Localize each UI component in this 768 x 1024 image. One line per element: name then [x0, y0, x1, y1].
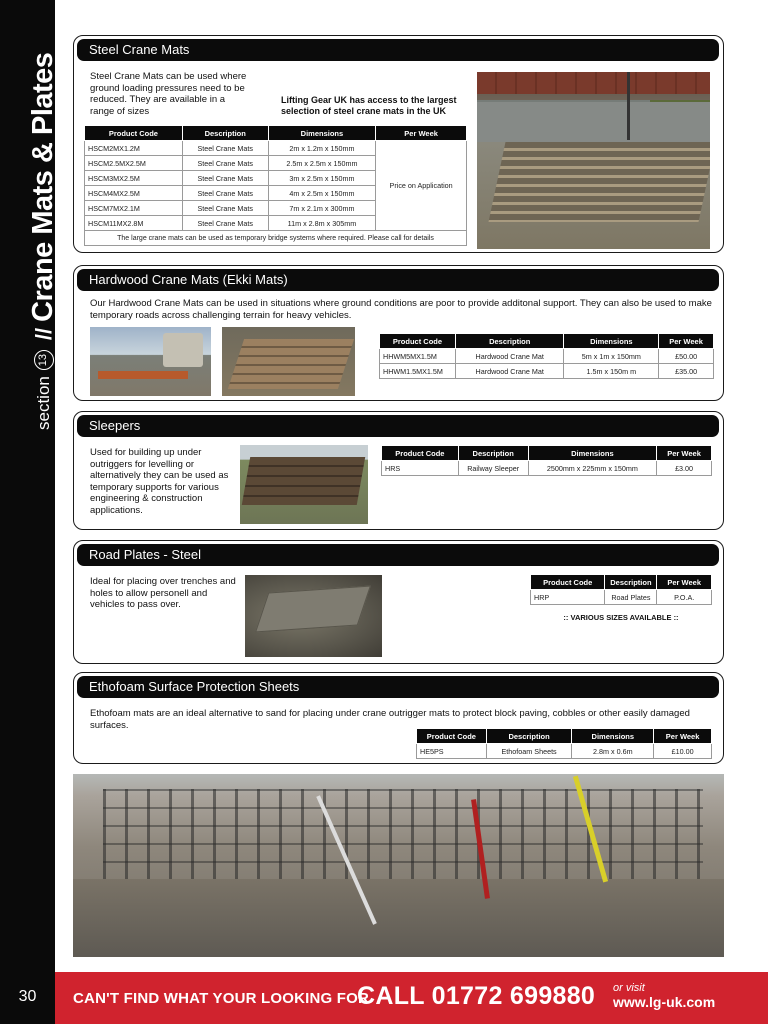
column-header: Product Code: [380, 334, 456, 349]
table-header-row: [531, 575, 712, 590]
description-cell: Steel Crane Mats: [182, 216, 268, 231]
panel-description: Our Hardwood Crane Mats can be used in situations where ground conditions are poor to provide additonal support. They can also be used to make temporary roads across challenging terrain for heavy vehicles.: [90, 298, 712, 321]
column-header: Description: [455, 334, 564, 349]
footer-or-visit: or visit: [613, 982, 645, 994]
description-cell: Road Plates: [605, 590, 657, 605]
description-cell: Steel Crane Mats: [182, 156, 268, 171]
product-code: HRS: [382, 461, 459, 476]
dimensions-cell: 2m x 1.2m x 150mm: [268, 141, 376, 156]
table-row: [85, 141, 467, 156]
sizes-note: :: VARIOUS SIZES AVAILABLE ::: [563, 613, 679, 622]
table-header-row: [85, 126, 467, 141]
price-cell: £3.00: [657, 461, 712, 476]
dimensions-cell: 2500mm x 225mm x 150mm: [528, 461, 657, 476]
column-header: Description: [605, 575, 657, 590]
product-code: HSCM2.5MX2.5M: [85, 156, 183, 171]
dimensions-cell: 5m x 1m x 150mm: [564, 349, 659, 364]
table-header-row: [380, 334, 714, 349]
product-code: HE5PS: [417, 744, 487, 759]
table-row: [531, 590, 712, 605]
product-code: HHWM5MX1.5M: [380, 349, 456, 364]
description-cell: Hardwood Crane Mat: [455, 364, 564, 379]
table-row: [382, 461, 712, 476]
section-title: Crane Mats & Plates: [27, 52, 59, 322]
product-code: HSCM3MX2.5M: [85, 171, 183, 186]
description-cell: Railway Sleeper: [458, 461, 528, 476]
road-plates-panel: [73, 540, 724, 664]
column-header: Per Week: [654, 729, 712, 744]
hardwood-mat-crane-photo: [90, 327, 211, 396]
panel-description: Ethofoam mats are an ideal alternative to sand for placing under crane outrigger mats to protect block paving, cobbles or other easily damaged surfaces.: [90, 708, 690, 731]
column-header: Product Code: [417, 729, 487, 744]
panel-header: Ethofoam Surface Protection Sheets: [77, 676, 719, 698]
section-word: section: [33, 376, 53, 430]
column-header: Description: [182, 126, 268, 141]
ethofoam-panel: [73, 672, 724, 764]
description-cell: Steel Crane Mats: [182, 201, 268, 216]
table-row: [417, 744, 712, 759]
steel-mats-table: [84, 125, 467, 246]
column-header: Product Code: [531, 575, 605, 590]
dimensions-cell: 7m x 2.1m x 300mm: [268, 201, 376, 216]
dimensions-cell: 11m x 2.8m x 305mm: [268, 216, 376, 231]
product-code: HSCM7MX2.1M: [85, 201, 183, 216]
price-cell: £10.00: [654, 744, 712, 759]
road-plates-table: [530, 574, 712, 605]
footer-question: CAN'T FIND WHAT YOUR LOOKING FOR: [73, 990, 370, 1007]
price-cell: Price on Application: [376, 141, 467, 231]
footer-website-link[interactable]: www.lg-uk.com: [613, 994, 716, 1010]
panel-header: Hardwood Crane Mats (Ekki Mats): [77, 269, 719, 291]
product-code: HSCM11MX2.8M: [85, 216, 183, 231]
table-footnote-row: [85, 231, 467, 246]
column-header: Dimensions: [572, 729, 654, 744]
column-header: Per Week: [376, 126, 467, 141]
section-number-badge: 13: [34, 350, 54, 370]
panel-description: Ideal for placing over trenches and holes to allow personell and vehicles to pass over.: [90, 576, 236, 610]
product-code: HHWM1.5MX1.5M: [380, 364, 456, 379]
table-header-row: [382, 446, 712, 461]
dimensions-cell: 1.5m x 150m m: [564, 364, 659, 379]
panel-header: Steel Crane Mats: [77, 39, 719, 61]
sleepers-panel: [73, 411, 724, 530]
table-row: [380, 364, 714, 379]
footer-banner: [55, 972, 768, 1024]
price-cell: £50.00: [659, 349, 714, 364]
description-cell: Steel Crane Mats: [182, 141, 268, 156]
panel-header: Road Plates - Steel: [77, 544, 719, 566]
column-header: Description: [486, 729, 572, 744]
table-header-row: [417, 729, 712, 744]
sidebar: [0, 0, 59, 1024]
page-number: 30: [0, 969, 55, 1024]
column-header: Per Week: [657, 446, 712, 461]
column-header: Product Code: [85, 126, 183, 141]
panel-description: Used for building up under outriggers for levelling or alternatively they can be used as temporary supports for various engineering & construction applications.: [90, 447, 229, 516]
column-header: Description: [458, 446, 528, 461]
column-header: Dimensions: [564, 334, 659, 349]
section-heading: [27, 53, 60, 430]
hardwood-mats-table: [379, 333, 714, 379]
column-header: Per Week: [657, 575, 712, 590]
price-cell: £35.00: [659, 364, 714, 379]
column-header: Dimensions: [268, 126, 376, 141]
table-row: [380, 349, 714, 364]
description-cell: Hardwood Crane Mat: [455, 349, 564, 364]
section-separator: //: [30, 327, 56, 341]
column-header: Per Week: [659, 334, 714, 349]
dimensions-cell: 4m x 2.5m x 150mm: [268, 186, 376, 201]
dimensions-cell: 2.8m x 0.6m: [572, 744, 654, 759]
panel-description: Steel Crane Mats can be used where ground loading pressures need to be reduced. They are available in a range of sizes: [90, 71, 247, 117]
steel-crane-mats-photo: [477, 72, 710, 249]
description-cell: Ethofoam Sheets: [486, 744, 572, 759]
panel-header: Sleepers: [77, 415, 719, 437]
road-plates-photo: [245, 575, 382, 657]
callout-text: Lifting Gear UK has access to the largest selection of steel crane mats in the UK: [281, 95, 457, 116]
steel-crane-mats-panel: [73, 35, 724, 253]
product-code: HRP: [531, 590, 605, 605]
ethofoam-table: [416, 728, 712, 759]
sleepers-table: [381, 445, 712, 476]
dimensions-cell: 3m x 2.5m x 150mm: [268, 171, 376, 186]
description-cell: Steel Crane Mats: [182, 171, 268, 186]
product-code: HSCM4MX2.5M: [85, 186, 183, 201]
hardwood-crane-mats-panel: [73, 265, 724, 401]
railway-sleepers-photo: [240, 445, 368, 524]
column-header: Dimensions: [528, 446, 657, 461]
hardwood-mat-stack-photo: [222, 327, 355, 396]
product-code: HSCM2MX1.2M: [85, 141, 183, 156]
dimensions-cell: 2.5m x 2.5m x 150mm: [268, 156, 376, 171]
footer-phone[interactable]: CALL 01772 699880: [357, 982, 596, 1010]
price-cell: P.O.A.: [657, 590, 712, 605]
construction-site-photo: [73, 774, 724, 957]
description-cell: Steel Crane Mats: [182, 186, 268, 201]
column-header: Product Code: [382, 446, 459, 461]
table-footnote: The large crane mats can be used as temporary bridge systems where required. Please call for details: [85, 231, 467, 246]
